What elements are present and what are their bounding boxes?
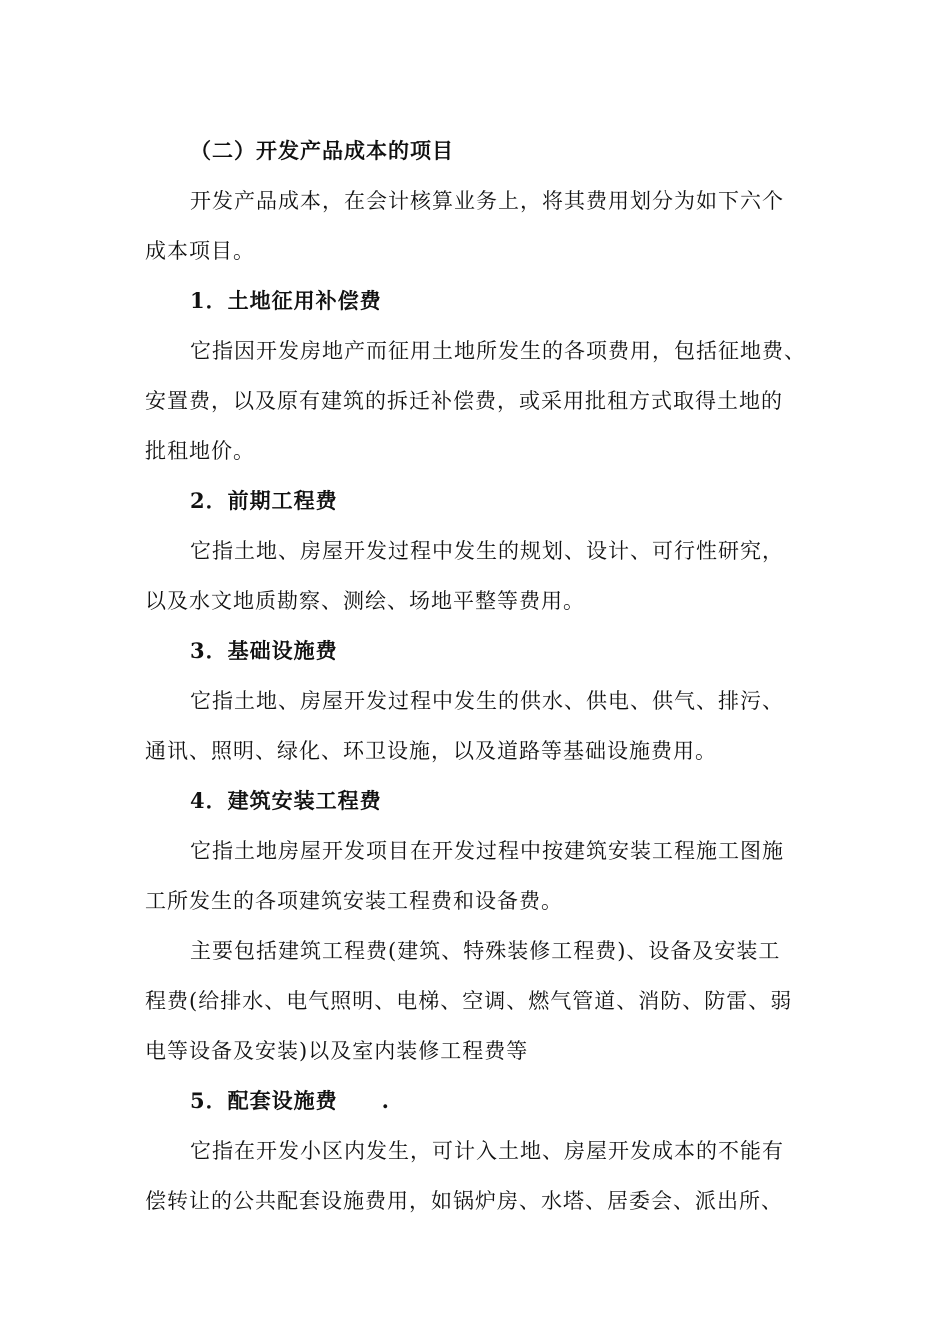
item-4-line-3: 主要包括建筑工程费(建筑、特殊装修工程费)、设备及安装工 — [190, 939, 781, 963]
item-4-line-4: 程费(给排水、电气照明、电梯、空调、燃气管道、消防、防雷、弱 — [145, 989, 793, 1013]
item-4-line-2: 工所发生的各项建筑安装工程费和设备费。 — [145, 889, 563, 913]
item-3-heading: 3．基础设施费 — [190, 638, 338, 663]
item-4-heading: 4．建筑安装工程费 — [190, 788, 382, 813]
intro-line-2: 成本项目。 — [145, 239, 255, 263]
section-title: （二）开发产品成本的项目 — [190, 138, 454, 163]
item-5-line-2: 偿转让的公共配套设施费用，如锅炉房、水塔、居委会、派出所、 — [145, 1189, 783, 1213]
item-2-line-1: 它指土地、房屋开发过程中发生的规划、设计、可行性研究， — [190, 539, 784, 563]
item-1-heading: 1．土地征用补偿费 — [190, 288, 382, 313]
item-2-heading: 2．前期工程费 — [190, 488, 338, 513]
item-2-line-2: 以及水文地质勘察、测绘、场地平整等费用。 — [145, 589, 585, 613]
item-4-line-5: 电等设备及安装)以及室内装修工程费等 — [145, 1039, 529, 1063]
item-5-line-1: 它指在开发小区内发生，可计入土地、房屋开发成本的不能有 — [190, 1139, 784, 1163]
item-1-line-1: 它指因开发房地产而征用土地所发生的各项费用，包括征地费、 — [190, 339, 806, 363]
item-3-line-2: 通讯、照明、绿化、环卫设施，以及道路等基础设施费用。 — [145, 739, 717, 763]
item-4-line-1: 它指土地房屋开发项目在开发过程中按建筑安装工程施工图施 — [190, 839, 784, 863]
item-5-heading: 5．配套设施费 . — [190, 1088, 390, 1113]
intro-line-1: 开发产品成本，在会计核算业务上，将其费用划分为如下六个 — [190, 189, 784, 213]
item-1-line-3: 批租地价。 — [145, 439, 255, 463]
item-3-line-1: 它指土地、房屋开发过程中发生的供水、供电、供气、排污、 — [190, 689, 784, 713]
item-1-line-2: 安置费，以及原有建筑的拆迁补偿费，或采用批租方式取得土地的 — [145, 389, 783, 413]
